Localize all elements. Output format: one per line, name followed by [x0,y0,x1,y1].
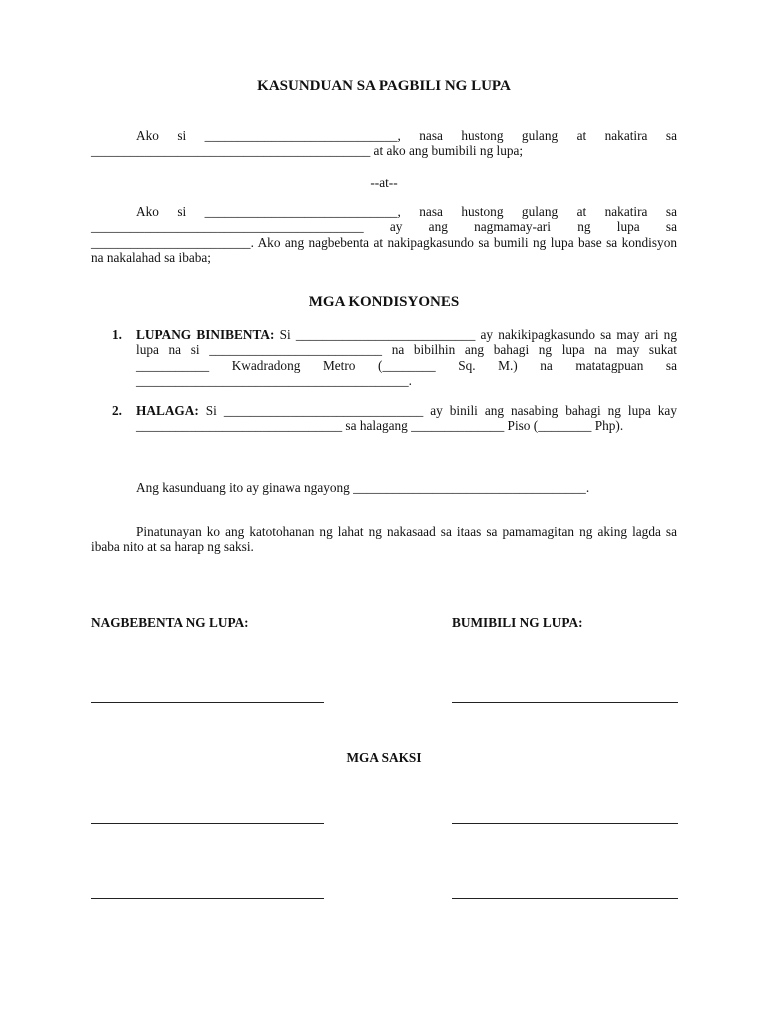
condition-1-text: Si ___________________________ ay nakikipagkasundo sa may ari ng lupa na si __________________________ na bibilhin ang bahagi ng lupa na may sukat ___________ Kwadradong Metro (________ Sq. M.) na matatagpuan sa _________________________________________. [136,327,677,388]
conditions-heading: MGA KONDISYONES [308,294,460,310]
date-line: Ang kasunduang ito ay ginawa ngayong ___________________________________. [136,480,590,495]
separator-text: --at-- [370,175,398,190]
condition-2-text: Si ______________________________ ay binili ang nasabing bahagi ng lupa kay _______________________________ sa halagang ______________ Piso (________ Php). [136,403,677,434]
condition-2-number: 2. [112,403,122,418]
witness-3-signature-line [91,898,324,899]
buyer-signature-line [452,702,678,703]
seller-paragraph: Ako si _____________________________, nasa hustong gulang at nakatira sa _________________________________________ ay ang nagmamay-ari ng lupa sa ________________________. Ako ang nagbebenta at nakipagkasundo sa bumili ng lupa base sa kondisyon na nakalahad sa ibaba; [91,204,677,265]
condition-2-label: HALAGA: [136,403,199,418]
attestation-paragraph: Pinatunayan ko ang katotohanan ng lahat ng nakasaad sa itaas sa pamamagitan ng aking lagda sa ibaba nito at sa harap ng saksi. [91,524,677,555]
condition-2 [136,403,677,434]
buyer-signature-label: BUMIBILI NG LUPA: [452,615,583,630]
witness-2-signature-line [452,823,678,824]
document-title: KASUNDUAN SA PAGBILI NG LUPA [257,78,511,94]
condition-1 [136,327,677,388]
witnesses-heading: MGA SAKSI [346,750,422,765]
seller-signature-line [91,702,324,703]
condition-1-number: 1. [112,327,122,342]
seller-signature-label: NAGBEBENTA NG LUPA: [91,615,249,630]
condition-1-label: LUPANG BINIBENTA: [136,327,275,342]
witness-1-signature-line [91,823,324,824]
witness-4-signature-line [452,898,678,899]
buyer-paragraph: Ako si _____________________________, nasa hustong gulang at nakatira sa __________________________________________ at ako ang bumibili ng lupa; [91,128,677,159]
